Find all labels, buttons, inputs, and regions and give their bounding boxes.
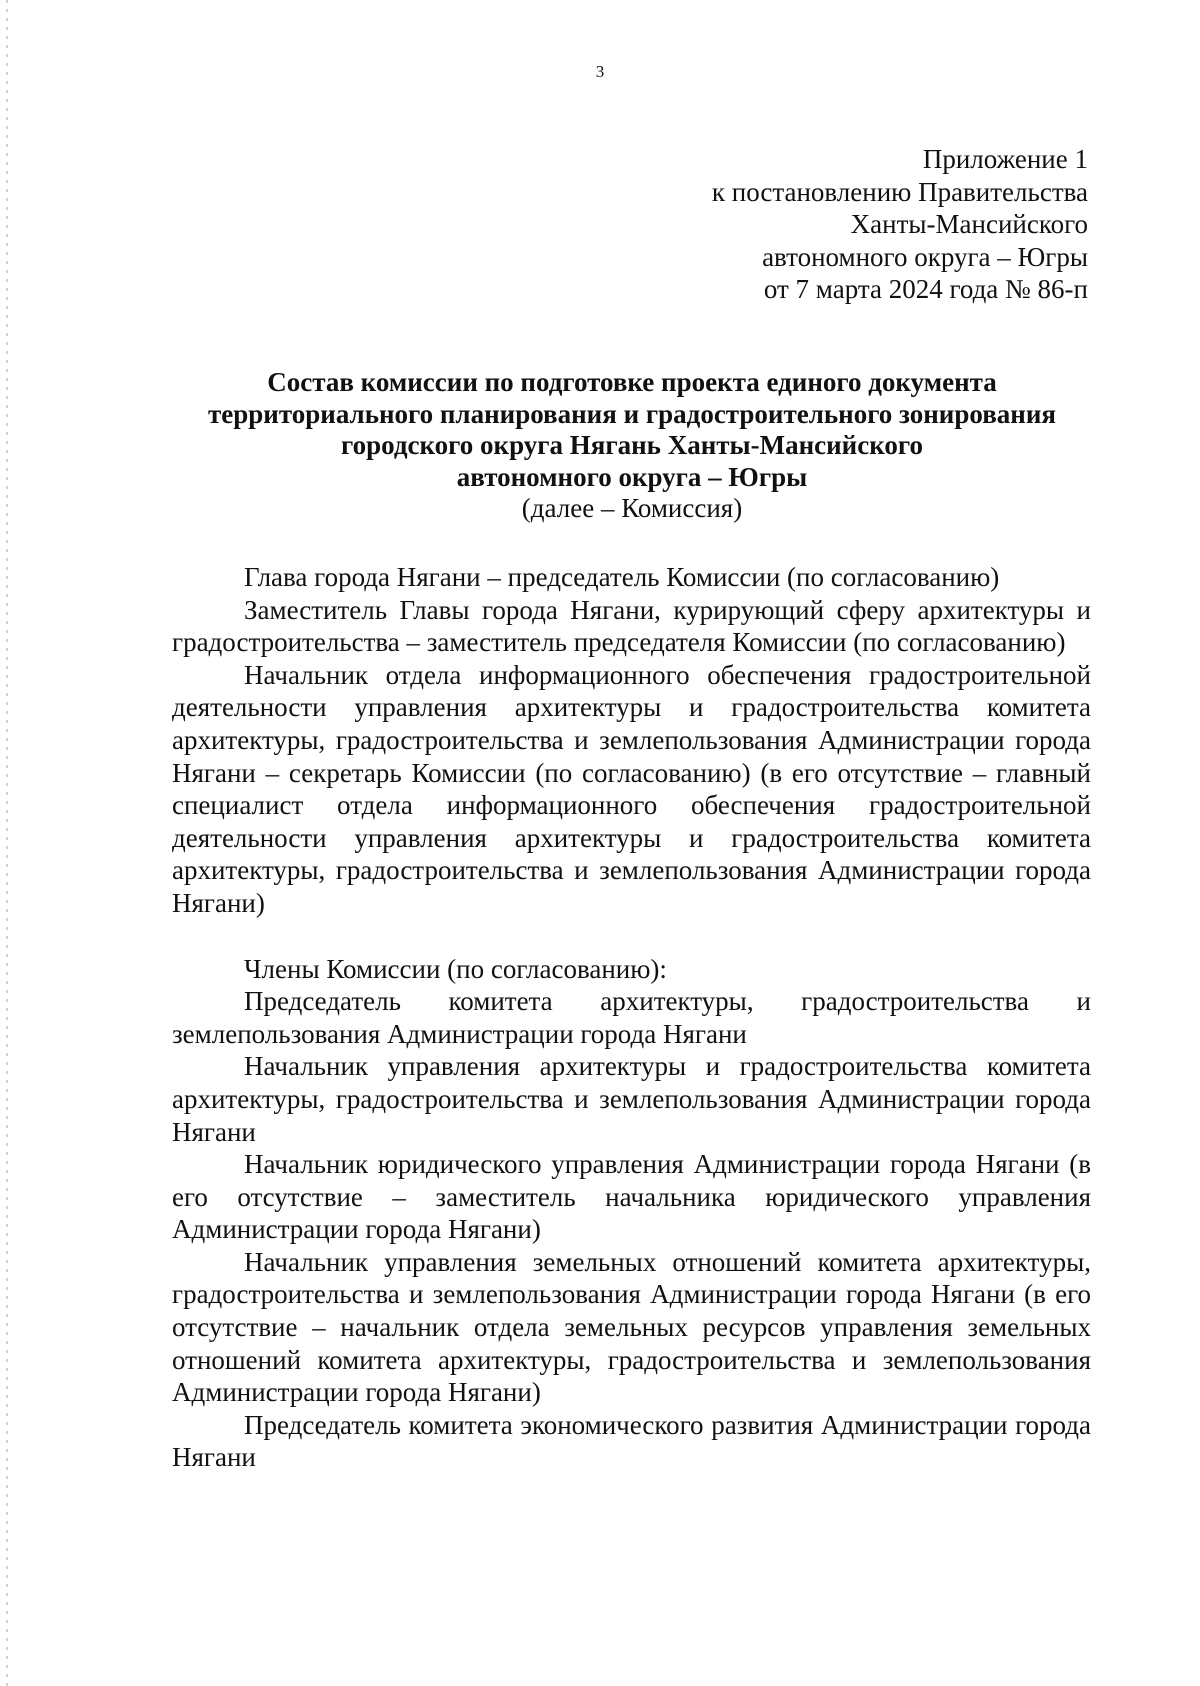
title-line: автономного округа – Югры — [456, 461, 808, 492]
member-paragraph: Начальник управления земельных отношений комитета архитектуры, градостроительства и землепользования Администрации города Нягани (в его отсутствие – начальник отдела земельных ресурсов управления земельных отношений комитета архитектуры, градостроительства и землепользования Администрации города Нягани) — [172, 1246, 1091, 1408]
deputy-chairman-paragraph: Заместитель Главы города Нягани, курирующий сферу архитектуры и градостроительства – заместитель председателя Комиссии (по согласованию) — [172, 594, 1091, 658]
members-heading: Члены Комиссии (по согласованию): — [244, 953, 667, 984]
title-line: городского округа Нягань Ханты-Мансийского — [341, 430, 923, 460]
appendix-line: к постановлению Правительства — [711, 176, 1088, 207]
appendix-line: Ханты-Мансийского — [850, 209, 1088, 239]
title-line: Состав комиссии по подготовке проекта единого документа — [267, 367, 997, 397]
scan-edge-artifact — [6, 0, 8, 1686]
member-paragraph: Председатель комитета архитектуры, градостроительства и землепользования Администрации города Нягани — [172, 986, 1091, 1049]
document-title — [170, 367, 1094, 525]
appendix-line: от 7 марта 2024 года № 86-п — [763, 274, 1088, 304]
secretary-paragraph: Начальник отдела информационного обеспечения градостроительной деятельности управления архитектуры и градостроительства комитета архитектуры, градостроительства и землепользования Администрации города Нягани – секретарь Комиссии (по согласованию) (в его отсутствие – главный специалист отдела информационного обеспечения градостроительной деятельности управления архитектуры и градостроительства комитета архитектуры, градостроительства и землепользования Администрации города Нягани) — [172, 659, 1091, 918]
member-paragraph: Начальник юридического управления Администрации города Нягани (в его отсутствие – заместитель начальника юридического управления Администрации города Нягани) — [172, 1149, 1091, 1245]
appendix-header — [712, 143, 1088, 306]
document-body — [172, 561, 1091, 1474]
chairman-paragraph: Глава города Нягани – председатель Комиссии (по согласованию) — [244, 562, 1000, 592]
title-subtitle: (далее – Комиссия) — [521, 493, 743, 523]
member-paragraph: Председатель комитета экономического развития Администрации города Нягани — [172, 1409, 1091, 1473]
paragraph-gap — [172, 920, 1091, 953]
appendix-line: Приложение 1 — [922, 144, 1088, 174]
title-line: территориального планирования и градостроительного зонирования — [208, 398, 1056, 429]
appendix-line: автономного округа – Югры — [762, 241, 1088, 272]
page-number: 3 — [595, 62, 605, 81]
member-paragraph: Начальник управления архитектуры и градостроительства комитета архитектуры, градостроительства и землепользования Администрации города Нягани — [172, 1051, 1091, 1147]
